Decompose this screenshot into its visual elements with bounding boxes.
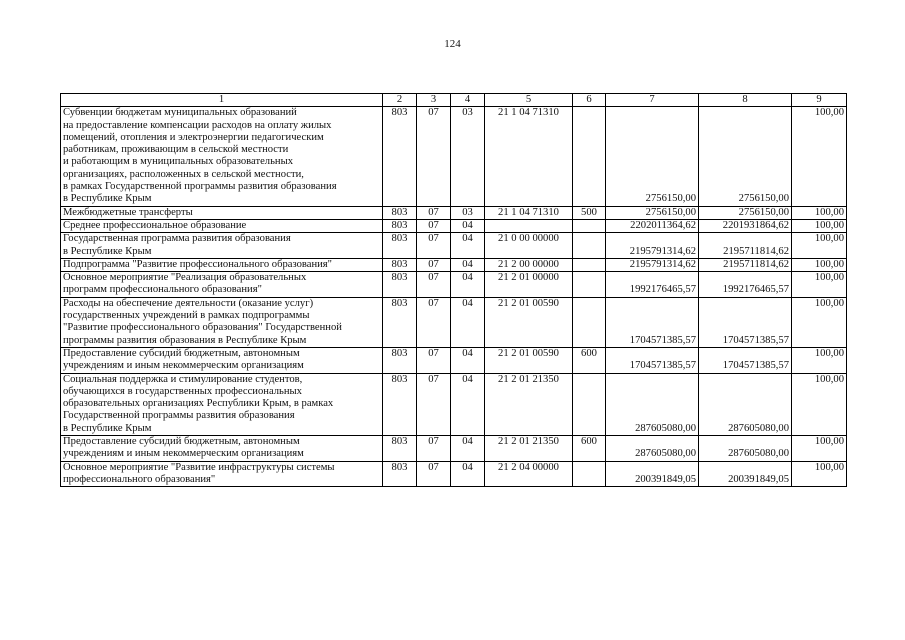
- row-vr: 600: [573, 347, 606, 373]
- row-description: Основное мероприятие "Развитие инфраструктуры системы профессионального образования": [61, 461, 383, 487]
- row-pr: 03: [451, 206, 485, 219]
- row-plan: 2756150,00: [606, 107, 699, 206]
- row-fact: 1992176465,57: [699, 272, 792, 298]
- table-row: [61, 206, 847, 219]
- table-row: [61, 107, 847, 206]
- row-pr: 03: [451, 107, 485, 206]
- row-ved: 803: [383, 272, 417, 298]
- row-rz: 07: [417, 436, 451, 462]
- row-plan: 2202011364,62: [606, 219, 699, 232]
- row-fact: 1704571385,57: [699, 297, 792, 347]
- row-rz: 07: [417, 258, 451, 271]
- row-ved: 803: [383, 258, 417, 271]
- row-pr: 04: [451, 436, 485, 462]
- row-fact: 287605080,00: [699, 436, 792, 462]
- row-ved: 803: [383, 233, 417, 259]
- row-rz: 07: [417, 461, 451, 487]
- row-rz: 07: [417, 107, 451, 206]
- row-ved: 803: [383, 461, 417, 487]
- budget-table: [60, 93, 847, 487]
- row-rz: 07: [417, 206, 451, 219]
- row-csr: [485, 219, 573, 232]
- row-vr: 500: [573, 206, 606, 219]
- row-description: Предоставление субсидий бюджетным, автономным учреждениям и иным некоммерческим организациям: [61, 436, 383, 462]
- row-csr: 21 1 04 71310: [485, 206, 573, 219]
- row-plan: 1704571385,57: [606, 347, 699, 373]
- row-description: Основное мероприятие "Реализация образовательных программ профессионального образования": [61, 272, 383, 298]
- row-plan: 287605080,00: [606, 373, 699, 435]
- row-vr: [573, 107, 606, 206]
- row-plan: 2195791314,62: [606, 233, 699, 259]
- row-plan: 1992176465,57: [606, 272, 699, 298]
- row-rz: 07: [417, 219, 451, 232]
- row-pr: 04: [451, 461, 485, 487]
- row-fact: 287605080,00: [699, 373, 792, 435]
- row-plan: 2756150,00: [606, 206, 699, 219]
- row-percent: 100,00: [792, 461, 847, 487]
- row-percent: 100,00: [792, 206, 847, 219]
- row-rz: 07: [417, 272, 451, 298]
- row-ved: 803: [383, 206, 417, 219]
- table-row: [61, 258, 847, 271]
- row-pr: 04: [451, 258, 485, 271]
- row-description: Межбюджетные трансферты: [61, 206, 383, 219]
- row-percent: 100,00: [792, 373, 847, 435]
- row-vr: [573, 297, 606, 347]
- row-description: Государственная программа развития образования в Республике Крым: [61, 233, 383, 259]
- row-description: Подпрограмма "Развитие профессионального образования": [61, 258, 383, 271]
- row-csr: 21 2 01 00590: [485, 297, 573, 347]
- row-percent: 100,00: [792, 233, 847, 259]
- row-csr: 21 0 00 00000: [485, 233, 573, 259]
- row-csr: 21 2 01 00000: [485, 272, 573, 298]
- row-percent: 100,00: [792, 219, 847, 232]
- row-pr: 04: [451, 373, 485, 435]
- row-plan: 1704571385,57: [606, 297, 699, 347]
- table-row: [61, 233, 847, 259]
- page-number: 124: [444, 38, 461, 50]
- header-cell: 4: [451, 94, 485, 107]
- row-vr: [573, 272, 606, 298]
- row-csr: 21 2 01 21350: [485, 436, 573, 462]
- table-header: [61, 94, 847, 107]
- row-fact: 2195711814,62: [699, 233, 792, 259]
- row-vr: 600: [573, 436, 606, 462]
- row-vr: [573, 233, 606, 259]
- header-cell: 3: [417, 94, 451, 107]
- table-row: [61, 219, 847, 232]
- row-rz: 07: [417, 373, 451, 435]
- table-row: [61, 272, 847, 298]
- row-csr: 21 1 04 71310: [485, 107, 573, 206]
- row-fact: 2756150,00: [699, 107, 792, 206]
- row-pr: 04: [451, 272, 485, 298]
- row-description: Расходы на обеспечение деятельности (оказание услуг) государственных учреждений в рамках подпрограммы "Развитие профессионального образования" Государственной программы развития образования в Республике Крым: [61, 297, 383, 347]
- header-cell: 8: [699, 94, 792, 107]
- row-fact: 2201931864,62: [699, 219, 792, 232]
- table-row: [61, 373, 847, 435]
- header-cell: 5: [485, 94, 573, 107]
- row-percent: 100,00: [792, 272, 847, 298]
- row-pr: 04: [451, 297, 485, 347]
- row-ved: 803: [383, 297, 417, 347]
- row-fact: 2195711814,62: [699, 258, 792, 271]
- row-fact: 2756150,00: [699, 206, 792, 219]
- row-fact: 200391849,05: [699, 461, 792, 487]
- header-cell: 1: [61, 94, 383, 107]
- row-pr: 04: [451, 233, 485, 259]
- header-row: [61, 94, 847, 107]
- row-fact: 1704571385,57: [699, 347, 792, 373]
- row-description: Среднее профессиональное образование: [61, 219, 383, 232]
- row-csr: 21 2 00 00000: [485, 258, 573, 271]
- header-cell: 6: [573, 94, 606, 107]
- table-row: [61, 347, 847, 373]
- header-cell: 2: [383, 94, 417, 107]
- row-percent: 100,00: [792, 107, 847, 206]
- row-percent: 100,00: [792, 297, 847, 347]
- header-cell: 7: [606, 94, 699, 107]
- row-ved: 803: [383, 436, 417, 462]
- row-percent: 100,00: [792, 347, 847, 373]
- header-cell: 9: [792, 94, 847, 107]
- row-plan: 287605080,00: [606, 436, 699, 462]
- row-vr: [573, 258, 606, 271]
- row-vr: [573, 219, 606, 232]
- row-pr: 04: [451, 219, 485, 232]
- row-description: Социальная поддержка и стимулирование студентов, обучающихся в государственных профессиональных образовательных организациях Республики Крым, в рамках Государственной программы развития образования в Республике Крым: [61, 373, 383, 435]
- row-ved: 803: [383, 373, 417, 435]
- table-row: [61, 461, 847, 487]
- row-ved: 803: [383, 347, 417, 373]
- row-rz: 07: [417, 297, 451, 347]
- table-row: [61, 297, 847, 347]
- row-rz: 07: [417, 233, 451, 259]
- row-vr: [573, 373, 606, 435]
- row-description: Субвенции бюджетам муниципальных образований на предоставление компенсации расходов на оплату жилых помещений, отопления и электроэнергии педагогическим работникам, проживающим в сельской местности и работающим в муниципальных образовательных организациях, расположенных в сельской местности, в рамках Государственной программы развития образования в Республике Крым: [61, 107, 383, 206]
- row-csr: 21 2 01 00590: [485, 347, 573, 373]
- row-plan: 2195791314,62: [606, 258, 699, 271]
- row-ved: 803: [383, 107, 417, 206]
- row-description: Предоставление субсидий бюджетным, автономным учреждениям и иным некоммерческим организациям: [61, 347, 383, 373]
- row-csr: 21 2 04 00000: [485, 461, 573, 487]
- row-rz: 07: [417, 347, 451, 373]
- row-ved: 803: [383, 219, 417, 232]
- table-row: [61, 436, 847, 462]
- row-percent: 100,00: [792, 436, 847, 462]
- row-vr: [573, 461, 606, 487]
- row-percent: 100,00: [792, 258, 847, 271]
- row-csr: 21 2 01 21350: [485, 373, 573, 435]
- row-plan: 200391849,05: [606, 461, 699, 487]
- row-pr: 04: [451, 347, 485, 373]
- table-body: [61, 107, 847, 487]
